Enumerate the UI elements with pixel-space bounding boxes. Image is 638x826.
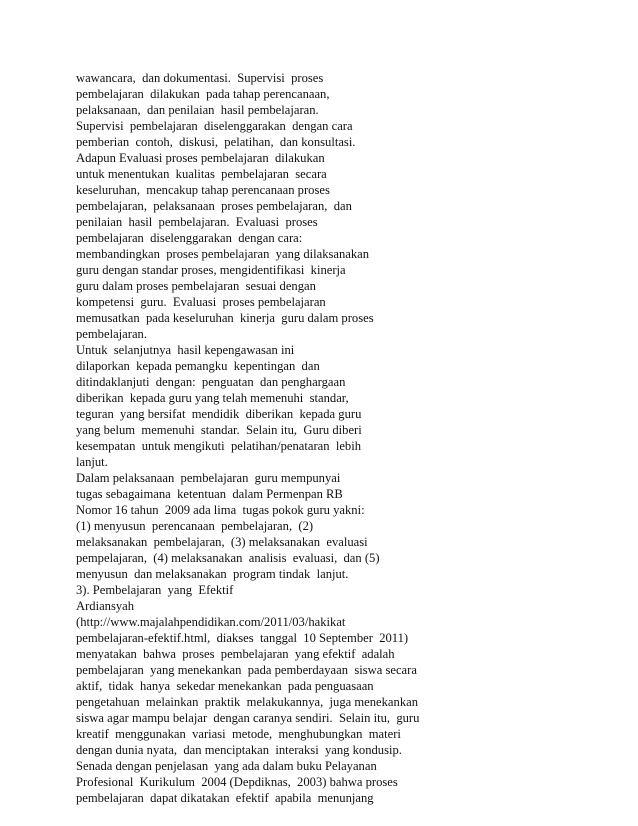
text-line: Supervisi pembelajaran diselenggarakan dengan cara [76,119,353,133]
text-line: (1) menyusun perencanaan pembelajaran, (2) [76,519,314,533]
text-line: pembelajaran dapat dikatakan efektif apabila menunjang [76,791,374,805]
text-line: ditindaklanjuti dengan: penguatan dan penghargaan [76,375,346,389]
text-line: dilaporkan kepada pemangku kepentingan dan [76,359,320,373]
text-line: Nomor 16 tahun 2009 ada lima tugas pokok guru yakni: [76,503,365,517]
text-line: pembelajaran yang menekankan pada pemberdayaan siswa secara [76,663,417,677]
text-line: pembelajaran dilakukan pada tahap perencanaan, [76,87,330,101]
text-line: keseluruhan, mencakup tahap perencanaan proses [76,183,330,197]
text-line: Profesional Kurikulum 2004 (Depdiknas, 2003) bahwa proses [76,775,398,789]
text-line: Ardiansyah [76,599,135,613]
text-line: penilaian hasil pembelajaran. Evaluasi proses [76,215,318,229]
text-line: lanjut. [76,455,108,469]
text-line: pembelajaran-efektif.html, diakses tanggal 10 September 2011) [76,631,409,645]
text-line: aktif, tidak hanya sekedar menekankan pada penguasaan [76,679,374,693]
text-line: kesempatan untuk mengikuti pelatihan/penataran lebih [76,439,362,453]
text-line: melaksanakan pembelajaran, (3) melaksanakan evaluasi [76,535,368,549]
text-line: pembelajaran. [76,327,147,341]
text-line: membandingkan proses pembelajaran yang dilaksanakan [76,247,370,261]
text-line: kompetensi guru. Evaluasi proses pembelajaran [76,295,326,309]
text-line: pengetahuan melainkan praktik melakukannya, juga menekankan [76,695,419,709]
text-line: pempelajaran, (4) melaksanakan analisis evaluasi, dan (5) [76,551,380,565]
text-line: kreatif menggunakan variasi metode, menghubungkan materi [76,727,401,741]
text-line: Untuk selanjutnya hasil kepengawasan ini [76,343,295,357]
text-line: pembelajaran, pelaksanaan proses pembelajaran, dan [76,199,352,213]
text-line: guru dalam proses pembelajaran sesuai dengan [76,279,316,293]
text-line: teguran yang bersifat mendidik diberikan kepada guru [76,407,362,421]
text-line: pemberian contoh, diskusi, pelatihan, dan konsultasi. [76,135,356,149]
text-line: tugas sebagaimana ketentuan dalam Permenpan RB [76,487,343,501]
text-line: dengan dunia nyata, dan menciptakan interaksi yang kondusip. [76,743,402,757]
body-text [76,70,596,806]
text-line: siswa agar mampu belajar dengan caranya sendiri. Selain itu, guru [76,711,420,725]
text-line: untuk menentukan kualitas pembelajaran secara [76,167,327,181]
text-line: Dalam pelaksanaan pembelajaran guru mempunyai [76,471,341,485]
text-line: 3). Pembelajaran yang Efektif [76,583,234,597]
text-line: diberikan kepada guru yang telah memenuhi standar, [76,391,349,405]
text-line: Senada dengan penjelasan yang ada dalam buku Pelayanan [76,759,377,773]
text-line: Adapun Evaluasi proses pembelajaran dilakukan [76,151,325,165]
text-line: wawancara, dan dokumentasi. Supervisi proses [76,71,324,85]
text-line: guru dengan standar proses, mengidentifikasi kinerja [76,263,346,277]
text-line: pelaksanaan, dan penilaian hasil pembelajaran. [76,103,319,117]
text-line: menyusun dan melaksanakan program tindak lanjut. [76,567,349,581]
text-line: menyatakan bahwa proses pembelajaran yang efektif adalah [76,647,395,661]
text-line: (http://www.majalahpendidikan.com/2011/03/hakikat [76,615,346,629]
text-line: memusatkan pada keseluruhan kinerja guru dalam proses [76,311,374,325]
text-line: yang belum memenuhi standar. Selain itu, Guru diberi [76,423,362,437]
text-line: pembelajaran diselenggarakan dengan cara: [76,231,303,245]
